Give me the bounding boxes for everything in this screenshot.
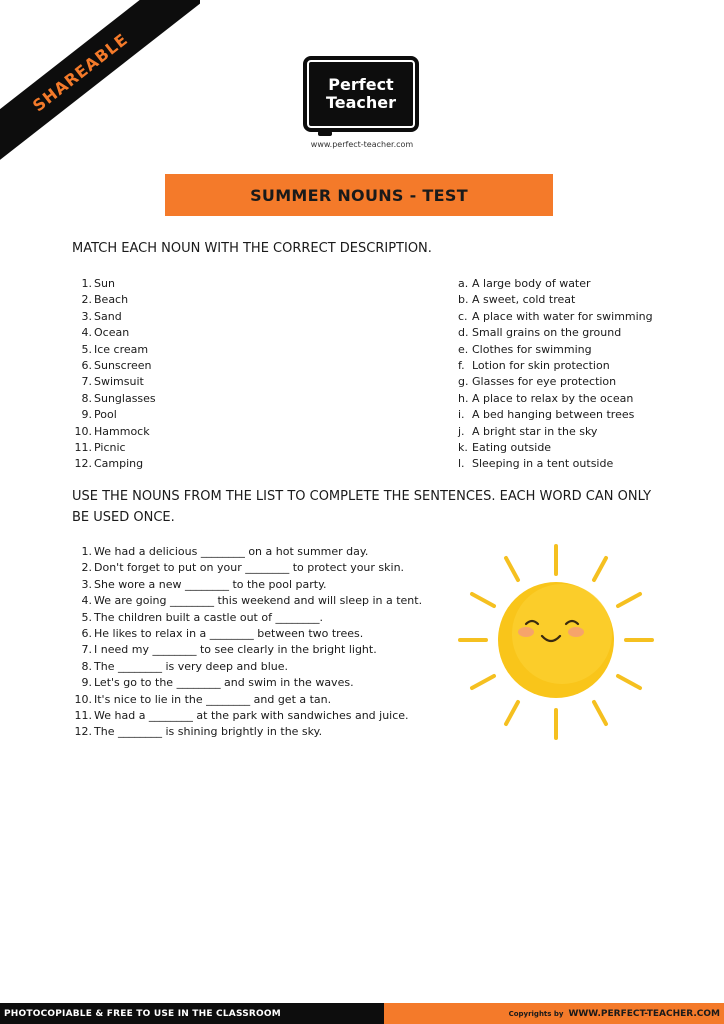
list-item: 1. We had a delicious ________ on a hot summer day. bbox=[81, 545, 369, 558]
list-item: 1. Sun bbox=[81, 277, 115, 290]
list-item: 9. Let's go to the ________ and swim in the waves. bbox=[81, 676, 354, 690]
list-item: 3. Sand bbox=[81, 309, 122, 323]
list-item: 6. Sunscreen bbox=[81, 359, 152, 373]
list-item: 6. He likes to relax in a ________ between two trees. bbox=[81, 627, 364, 641]
footer-left-text: PHOTOCOPIABLE & FREE TO USE IN THE CLASSROOM bbox=[4, 1008, 281, 1019]
logo-stand bbox=[318, 131, 332, 136]
perfect-teacher-logo bbox=[303, 56, 419, 132]
list-item: f. Lotion for skin protection bbox=[458, 359, 610, 373]
list-item: 10. Hammock bbox=[74, 424, 150, 438]
logo-url: www.perfect-teacher.com bbox=[310, 140, 414, 149]
list-item: 2. Don't forget to put on your ________ to protect your skin. bbox=[81, 561, 405, 575]
list-item: c. A place with water for swimming bbox=[458, 309, 653, 323]
list-item: 2. Beach bbox=[81, 293, 129, 307]
list-item: 3. She wore a new ________ to the pool party. bbox=[81, 577, 327, 591]
sentence-list bbox=[72, 544, 422, 741]
list-item: g. Glasses for eye protection bbox=[458, 375, 617, 389]
page-title: SUMMER NOUNS - TEST bbox=[250, 185, 468, 205]
list-item: a. A large body of water bbox=[458, 277, 591, 290]
noun-list bbox=[72, 276, 156, 473]
sun-icon bbox=[454, 540, 658, 744]
list-item: 4. We are going ________ this weekend and will sleep in a tent. bbox=[81, 594, 423, 608]
list-item: d. Small grains on the ground bbox=[458, 326, 622, 340]
shareable-ribbon bbox=[0, 0, 200, 160]
list-item: 11. We had a ________ at the park with sandwiches and juice. bbox=[74, 709, 409, 723]
list-item: j. A bright star in the sky bbox=[458, 424, 598, 438]
list-item: 12. Camping bbox=[74, 457, 144, 471]
list-item: 4. Ocean bbox=[81, 326, 130, 340]
list-item: 9. Pool bbox=[81, 408, 117, 422]
list-item: 7. Swimsuit bbox=[81, 375, 144, 389]
footer-left-bar bbox=[0, 1003, 384, 1024]
footer-right-bar bbox=[384, 1003, 724, 1024]
list-item: 7. I need my ________ to see clearly in the bright light. bbox=[81, 643, 377, 657]
list-item: 12. The ________ is shining brightly in the sky. bbox=[74, 725, 323, 739]
list-item: b. A sweet, cold treat bbox=[458, 293, 576, 307]
list-item: i. A bed hanging between trees bbox=[458, 408, 635, 422]
list-item: 5. Ice cream bbox=[81, 342, 149, 356]
list-item: 11. Picnic bbox=[74, 441, 126, 455]
list-item: 8. Sunglasses bbox=[81, 391, 156, 405]
logo-line1: Perfect bbox=[328, 75, 394, 94]
match-instruction: MATCH EACH NOUN WITH THE CORRECT DESCRIPTION. bbox=[72, 241, 432, 256]
footer-website-link[interactable]: WWW.PERFECT-TEACHER.COM bbox=[568, 1008, 720, 1019]
list-item: 8. The ________ is very deep and blue. bbox=[81, 659, 289, 673]
description-list bbox=[458, 276, 653, 473]
fill-instruction: USE THE NOUNS FROM THE LIST TO COMPLETE THE SENTENCES. EACH WORD CAN ONLY BE USED ONCE. bbox=[72, 489, 652, 525]
footer-copyright-label: Copyrights by bbox=[508, 1009, 564, 1018]
list-item: e. Clothes for swimming bbox=[458, 342, 592, 356]
ribbon-band bbox=[0, 0, 200, 160]
title-bar bbox=[165, 174, 553, 216]
ribbon-label: SHAREABLE bbox=[28, 29, 132, 115]
logo-line2: Teacher bbox=[325, 93, 397, 112]
list-item: l. Sleeping in a tent outside bbox=[458, 457, 614, 471]
list-item: h. A place to relax by the ocean bbox=[458, 391, 634, 405]
list-item: k. Eating outside bbox=[458, 441, 552, 455]
list-item: 5. The children built a castle out of ________. bbox=[81, 610, 323, 624]
list-item: 10. It's nice to lie in the ________ and get a tan. bbox=[74, 692, 332, 706]
